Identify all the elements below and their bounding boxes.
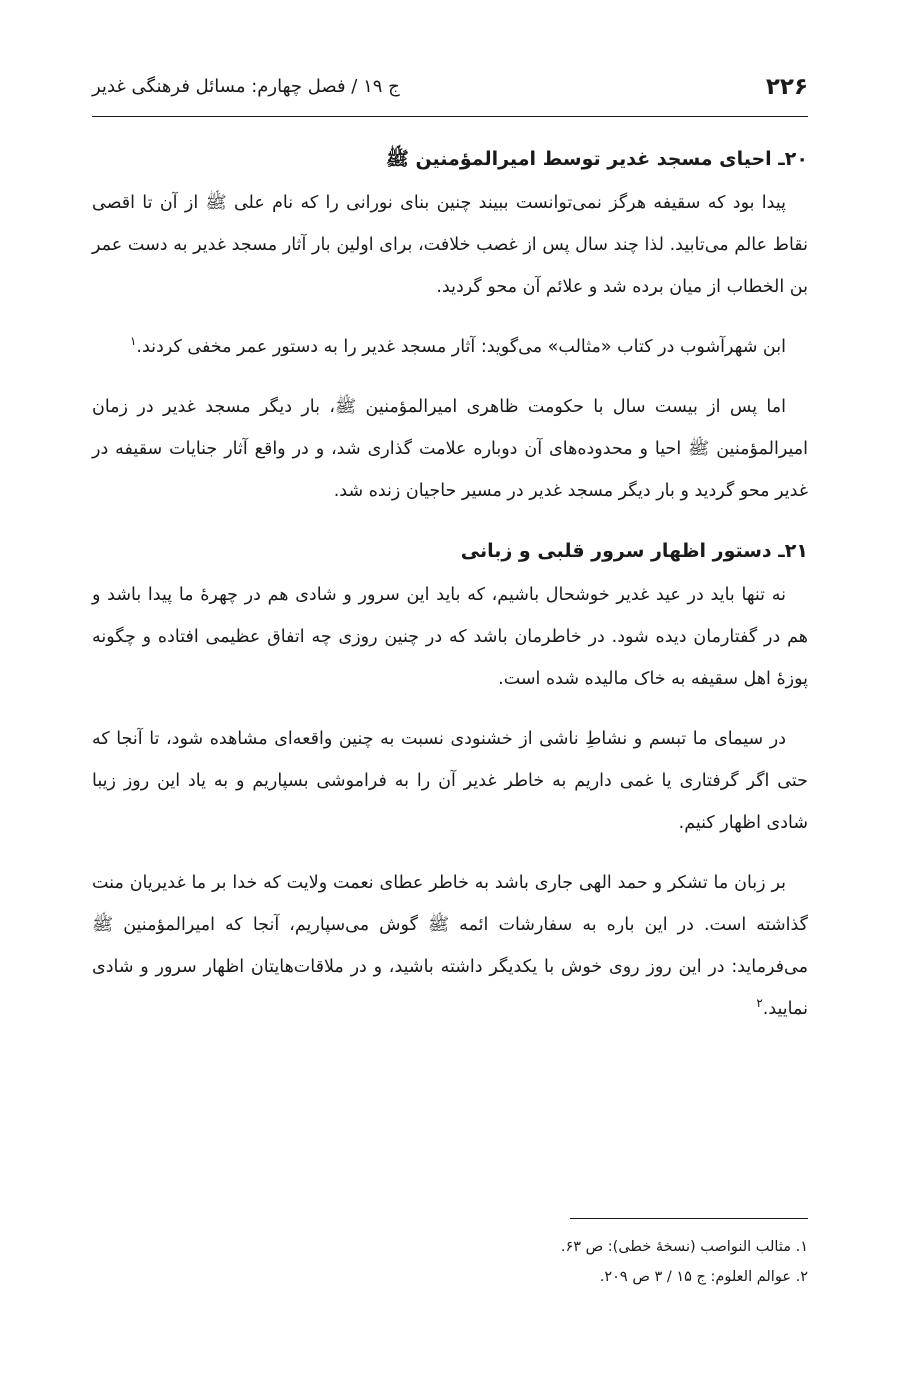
section-21-paragraph-2: در سیمای ما تبسم و نشاطِ ناشی از خشنودی نسبت به چنین واقعه‌ای مشاهده شود، تا آنجا که حتی اگر گرفتاری یا غمی داریم به خاطر غدیر آن را به فراموشی بسپاریم و به یاد این روز زیبا شادی اظهار کنیم. [92,729,808,833]
section-20-paragraph-2 [92,326,808,368]
book-page [92,0,808,1390]
section-21-paragraph-3-text: بر زبان ما تشکر و حمد الهی جاری باشد به خاطر عطای نعمت ولایت که خدا بر ما غدیریان منت گذاشته است. در این باره به سفارشات ائمه ﷺ گوش می‌سپاریم، آنجا که امیرالمؤمنین ﷺ می‌فرماید: در این روز روی خوش با یکدیگر داشته باشید، و در ملاقات‌هایتان اظهار سرور و شادی نمایید. [92,873,808,1019]
running-header [92,70,808,117]
footnote-ref-2[interactable]: ۲ [756,996,763,1011]
section-20-paragraph-3: اما پس از بیست سال با حکومت ظاهری امیرالمؤمنین ﷺ، بار دیگر مسجد غدیر در زمان امیرالمؤمنین ﷺ احیا و محدوده‌های آن دوباره علامت گذاری شد، و در واقع آثار جنایات سقیفه در غدیر محو گردید و بار دیگر مسجد غدیر در مسیر حاجیان زنده شد. [92,397,808,501]
section-21-paragraph-3 [92,862,808,1030]
section-21-heading: ۲۱ـ دستور اظهار سرور قلبی و زبانی [460,540,808,562]
page-number: ۲۲۶ [765,74,808,100]
page-body [92,138,808,1040]
section-20-paragraph-2-text: ابن شهرآشوب در کتاب «مثالب» می‌گوید: آثار مسجد غدیر را به دستور عمر مخفی کردند. [136,337,786,357]
footnote-1: ۱. مثالب النواصب (نسخهٔ خطی): ص ۶۳. [560,1239,808,1255]
footnote-separator [570,1218,808,1219]
section-21-paragraph-1: نه تنها باید در عید غدیر خوشحال باشیم، که باید این سرور و شادی هم در چهرهٔ ما پیدا باشد و هم در گفتارمان دیده شود. در خاطرمان باشد که در چنین روزی چه اتفاق عظیمی افتاده و چگونه پوزهٔ اهل سقیفه به خاک مالیده شده است. [92,585,808,689]
running-header-title: ج ۱۹ / فصل چهارم: مسائل فرهنگی غدیر [92,76,400,97]
footnote-2: ۲. عوالم العلوم: ج ۱۵ / ۳ ص ۲۰۹. [599,1269,808,1285]
footnote-ref-1[interactable]: ۱ [129,334,137,349]
footnotes [92,1232,808,1292]
section-20-heading: ۲۰ـ احیای مسجد غدیر توسط امیرالمؤمنین ﷺ [385,148,808,170]
section-20-paragraph-1: پیدا بود که سقیفه هرگز نمی‌توانست ببیند چنین بنای نورانی را که نام علی ﷺ از آن تا اقصی نقاط عالم می‌تابید. لذا چند سال پس از غصب خلافت، برای اولین بار آثار مسجد غدیر به دست عمر بن الخطاب از میان برده شد و علائم آن محو گردید. [92,193,808,297]
